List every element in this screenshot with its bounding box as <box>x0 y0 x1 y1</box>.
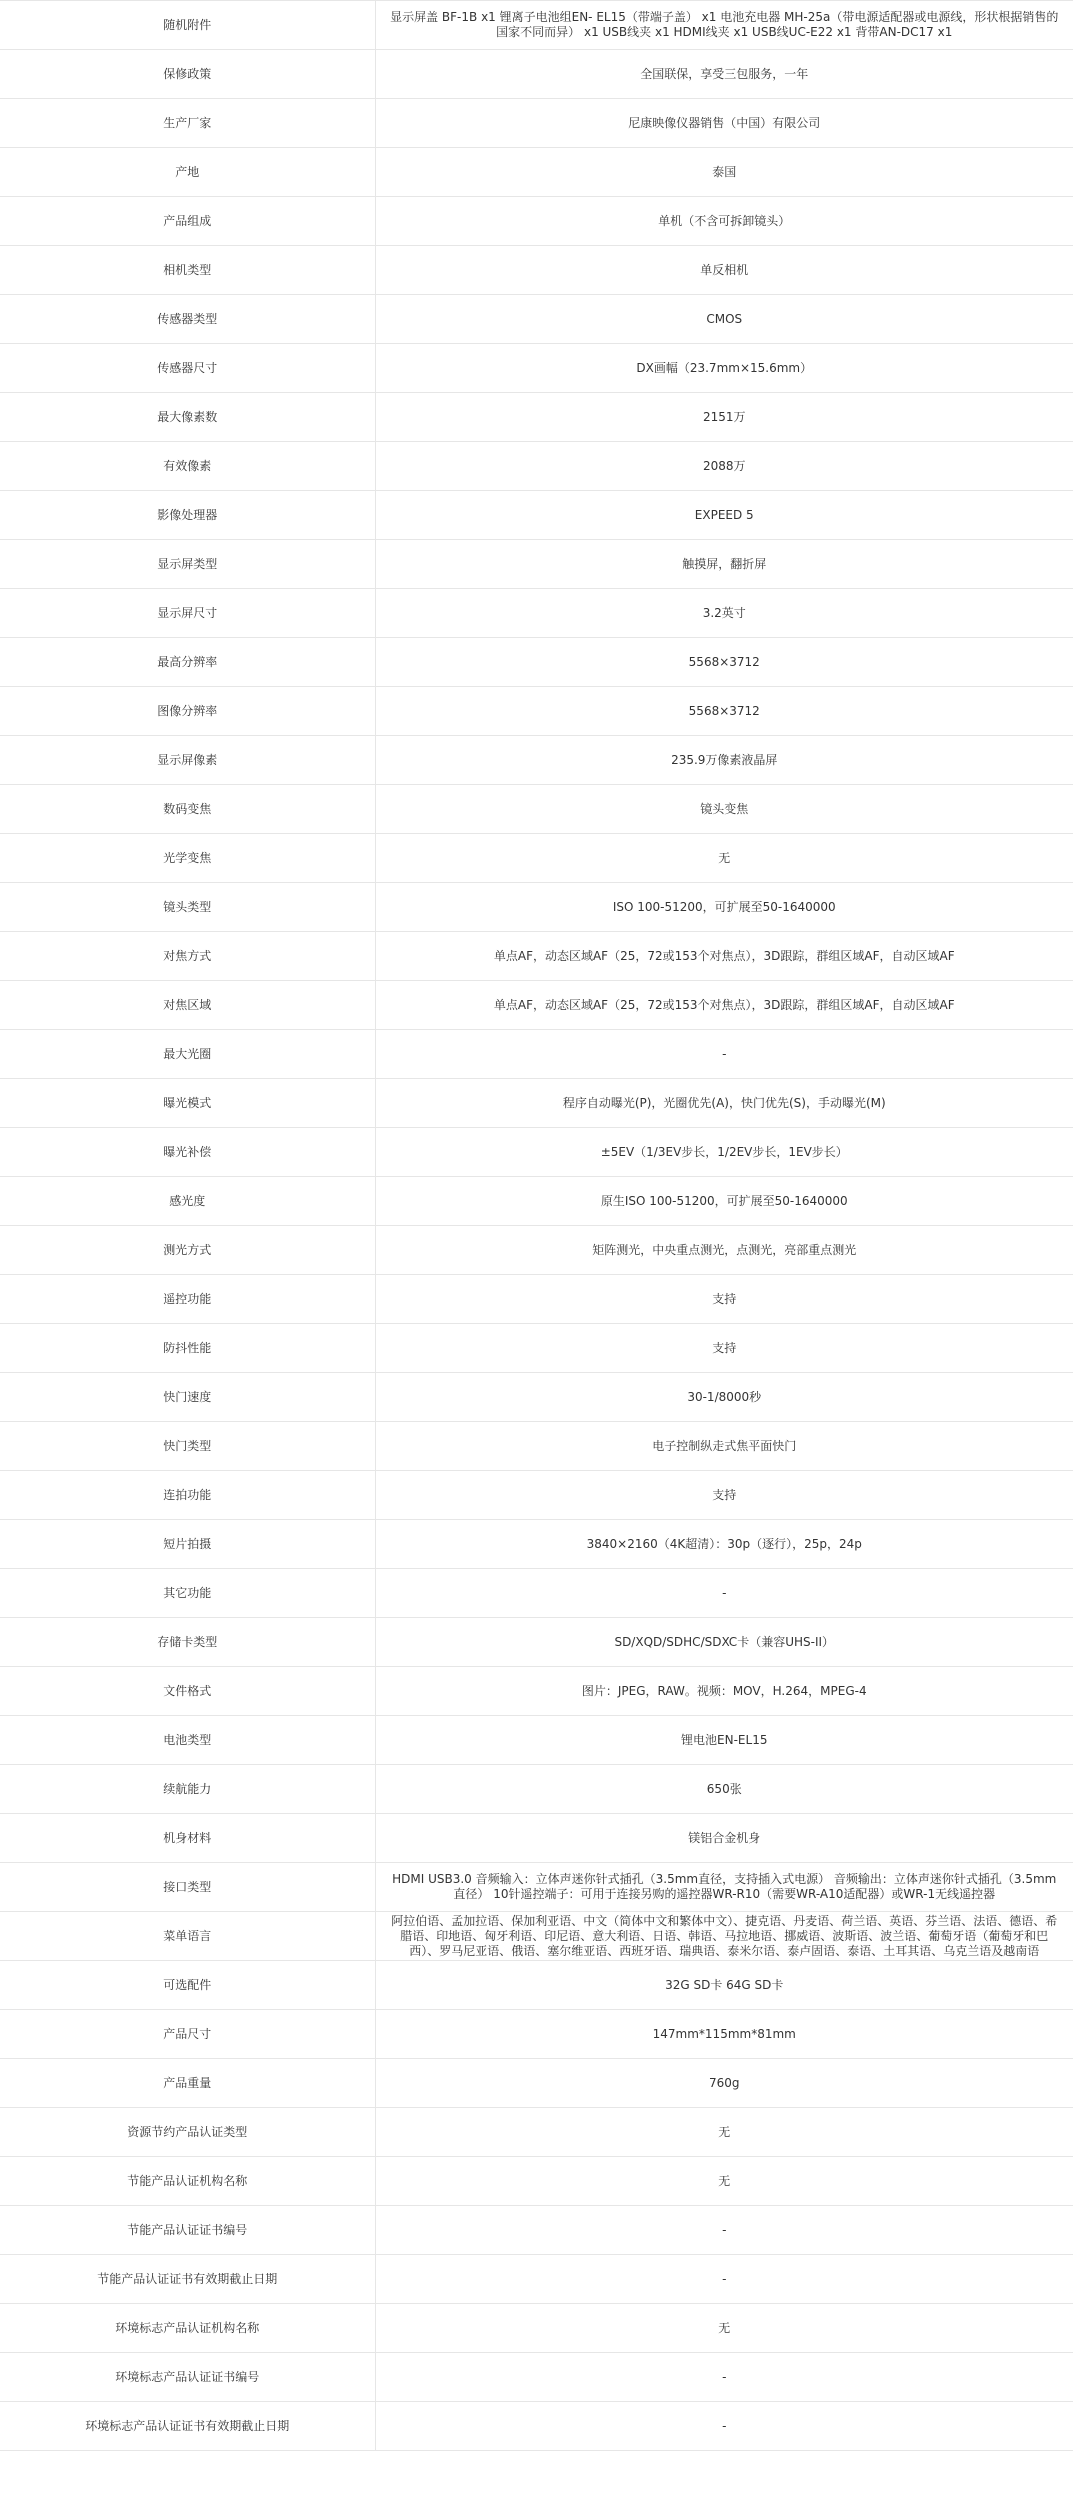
spec-label: 产地 <box>0 148 375 197</box>
spec-label: 续航能力 <box>0 1765 375 1814</box>
spec-value: 全国联保，享受三包服务，一年 <box>375 50 1073 99</box>
table-row <box>0 1226 1073 1275</box>
spec-label: 接口类型 <box>0 1863 375 1912</box>
spec-label: 短片拍摄 <box>0 1520 375 1569</box>
spec-label: 镜头类型 <box>0 883 375 932</box>
spec-value: 650张 <box>375 1765 1073 1814</box>
table-row <box>0 1961 1073 2010</box>
table-row <box>0 1618 1073 1667</box>
table-row <box>0 2402 1073 2451</box>
spec-label: 存储卡类型 <box>0 1618 375 1667</box>
spec-value: - <box>375 1569 1073 1618</box>
spec-value: 单点AF，动态区域AF（25，72或153个对焦点），3D跟踪，群组区域AF，自动区域AF <box>375 932 1073 981</box>
table-row <box>0 2157 1073 2206</box>
spec-value: 泰国 <box>375 148 1073 197</box>
spec-label: 遥控功能 <box>0 1275 375 1324</box>
spec-value: 电子控制纵走式焦平面快门 <box>375 1422 1073 1471</box>
table-row <box>0 589 1073 638</box>
table-row <box>0 2353 1073 2402</box>
table-row <box>0 1814 1073 1863</box>
spec-value: 无 <box>375 2157 1073 2206</box>
table-row <box>0 1324 1073 1373</box>
spec-label: 显示屏像素 <box>0 736 375 785</box>
spec-label: 传感器尺寸 <box>0 344 375 393</box>
spec-label: 产品组成 <box>0 197 375 246</box>
table-row <box>0 687 1073 736</box>
table-row <box>0 2010 1073 2059</box>
table-row <box>0 1471 1073 1520</box>
spec-label: 最大像素数 <box>0 393 375 442</box>
spec-value: 单点AF，动态区域AF（25，72或153个对焦点），3D跟踪，群组区域AF，自动区域AF <box>375 981 1073 1030</box>
spec-label: 对焦区域 <box>0 981 375 1030</box>
spec-label: 快门速度 <box>0 1373 375 1422</box>
spec-label: 最高分辨率 <box>0 638 375 687</box>
spec-value: 触摸屏，翻折屏 <box>375 540 1073 589</box>
spec-value: CMOS <box>375 295 1073 344</box>
spec-value: 235.9万像素液晶屏 <box>375 736 1073 785</box>
table-row <box>0 638 1073 687</box>
table-row <box>0 1912 1073 1961</box>
spec-value: 原生ISO 100-51200，可扩展至50-1640000 <box>375 1177 1073 1226</box>
spec-label: 测光方式 <box>0 1226 375 1275</box>
table-row <box>0 1128 1073 1177</box>
spec-value: 锂电池EN-EL15 <box>375 1716 1073 1765</box>
spec-label: 连拍功能 <box>0 1471 375 1520</box>
table-row <box>0 148 1073 197</box>
spec-label: 最大光圈 <box>0 1030 375 1079</box>
table-row <box>0 2255 1073 2304</box>
spec-value: 程序自动曝光(P)，光圈优先(A)，快门优先(S)，手动曝光(M) <box>375 1079 1073 1128</box>
spec-value: EXPEED 5 <box>375 491 1073 540</box>
spec-label: 相机类型 <box>0 246 375 295</box>
spec-value: 3.2英寸 <box>375 589 1073 638</box>
table-row <box>0 1030 1073 1079</box>
table-row <box>0 1863 1073 1912</box>
spec-label: 环境标志产品认证证书编号 <box>0 2353 375 2402</box>
table-row <box>0 1569 1073 1618</box>
spec-value: SD/XQD/SDHC/SDXC卡（兼容UHS-II） <box>375 1618 1073 1667</box>
spec-value: 镜头变焦 <box>375 785 1073 834</box>
table-row <box>0 1716 1073 1765</box>
spec-value: 支持 <box>375 1275 1073 1324</box>
table-row <box>0 883 1073 932</box>
spec-value: 支持 <box>375 1471 1073 1520</box>
table-row <box>0 2206 1073 2255</box>
spec-value: 尼康映像仪器销售（中国）有限公司 <box>375 99 1073 148</box>
table-row <box>0 393 1073 442</box>
table-row <box>0 1275 1073 1324</box>
spec-label: 节能产品认证证书编号 <box>0 2206 375 2255</box>
spec-value: 2151万 <box>375 393 1073 442</box>
spec-value: 无 <box>375 834 1073 883</box>
spec-label: 光学变焦 <box>0 834 375 883</box>
spec-value: 2088万 <box>375 442 1073 491</box>
table-row <box>0 197 1073 246</box>
spec-label: 感光度 <box>0 1177 375 1226</box>
table-row <box>0 981 1073 1030</box>
spec-label: 影像处理器 <box>0 491 375 540</box>
table-row <box>0 1765 1073 1814</box>
spec-label: 菜单语言 <box>0 1912 375 1961</box>
spec-label: 生产厂家 <box>0 99 375 148</box>
table-row <box>0 1373 1073 1422</box>
spec-label: 文件格式 <box>0 1667 375 1716</box>
table-row <box>0 99 1073 148</box>
spec-label: 显示屏类型 <box>0 540 375 589</box>
spec-value: ±5EV（1/3EV步长，1/2EV步长，1EV步长） <box>375 1128 1073 1177</box>
table-row <box>0 1177 1073 1226</box>
spec-table-body <box>0 1 1073 2451</box>
spec-value: HDMI USB3.0 音频输入：立体声迷你针式插孔（3.5mm直径，支持插入式电源） 音频输出：立体声迷你针式插孔（3.5mm直径） 10针遥控端子：可用于连接另购的遥控器WR-R10（需要WR-A10适配器）或WR-1无线遥控器 <box>375 1863 1073 1912</box>
spec-value: 单反相机 <box>375 246 1073 295</box>
spec-label: 快门类型 <box>0 1422 375 1471</box>
spec-value: - <box>375 2353 1073 2402</box>
spec-label: 有效像素 <box>0 442 375 491</box>
table-row <box>0 295 1073 344</box>
table-row <box>0 1520 1073 1569</box>
spec-label: 对焦方式 <box>0 932 375 981</box>
spec-value: 镁铝合金机身 <box>375 1814 1073 1863</box>
spec-value: 147mm*115mm*81mm <box>375 2010 1073 2059</box>
spec-label: 环境标志产品认证机构名称 <box>0 2304 375 2353</box>
table-row <box>0 1079 1073 1128</box>
spec-value: 5568×3712 <box>375 687 1073 736</box>
spec-value: - <box>375 2255 1073 2304</box>
spec-label: 节能产品认证证书有效期截止日期 <box>0 2255 375 2304</box>
spec-label: 曝光补偿 <box>0 1128 375 1177</box>
spec-label: 其它功能 <box>0 1569 375 1618</box>
table-row <box>0 491 1073 540</box>
spec-label: 资源节约产品认证类型 <box>0 2108 375 2157</box>
table-row <box>0 50 1073 99</box>
spec-label: 防抖性能 <box>0 1324 375 1373</box>
table-row <box>0 1422 1073 1471</box>
spec-label: 随机附件 <box>0 1 375 50</box>
spec-value: 5568×3712 <box>375 638 1073 687</box>
table-row <box>0 785 1073 834</box>
spec-label: 可选配件 <box>0 1961 375 2010</box>
spec-label: 数码变焦 <box>0 785 375 834</box>
spec-value: 32G SD卡 64G SD卡 <box>375 1961 1073 2010</box>
spec-label: 电池类型 <box>0 1716 375 1765</box>
spec-value: 显示屏盖 BF-1B x1 锂离子电池组EN- EL15（带端子盖） x1 电池充电器 MH-25a（带电源适配器或电源线，形状根据销售的国家不同而异） x1 USB线夹 x1 HDMI线夹 x1 USB线UC-E22 x1 背带AN-DC17 x1 <box>375 1 1073 50</box>
spec-label: 曝光模式 <box>0 1079 375 1128</box>
table-row <box>0 344 1073 393</box>
spec-value: 矩阵测光，中央重点测光，点测光，亮部重点测光 <box>375 1226 1073 1275</box>
table-row <box>0 2304 1073 2353</box>
table-row <box>0 834 1073 883</box>
table-row <box>0 2059 1073 2108</box>
spec-value: 阿拉伯语、孟加拉语、保加利亚语、中文（简体中文和繁体中文）、捷克语、丹麦语、荷兰语、英语、芬兰语、法语、德语、希腊语、印地语、匈牙利语、印尼语、意大利语、日语、韩语、马拉地语、挪威语、波斯语、波兰语、葡萄牙语（葡萄牙和巴西）、罗马尼亚语、俄语、塞尔维亚语、西班牙语、瑞典语、泰米尔语、泰卢固语、泰语、土耳其语、乌克兰语及越南语 <box>375 1912 1073 1961</box>
table-row <box>0 932 1073 981</box>
spec-value: 图片：JPEG，RAW。视频：MOV，H.264，MPEG-4 <box>375 1667 1073 1716</box>
spec-value: - <box>375 1030 1073 1079</box>
spec-label: 机身材料 <box>0 1814 375 1863</box>
spec-value: 30-1/8000秒 <box>375 1373 1073 1422</box>
spec-value: 3840×2160（4K超清）：30p（逐行），25p，24p <box>375 1520 1073 1569</box>
spec-value: 无 <box>375 2304 1073 2353</box>
table-row <box>0 246 1073 295</box>
spec-label: 产品重量 <box>0 2059 375 2108</box>
spec-value: DX画幅（23.7mm×15.6mm） <box>375 344 1073 393</box>
spec-value: 单机（不含可拆卸镜头） <box>375 197 1073 246</box>
spec-value: - <box>375 2402 1073 2451</box>
spec-label: 图像分辨率 <box>0 687 375 736</box>
spec-value: ISO 100-51200，可扩展至50-1640000 <box>375 883 1073 932</box>
spec-value: 支持 <box>375 1324 1073 1373</box>
spec-label: 节能产品认证机构名称 <box>0 2157 375 2206</box>
table-row <box>0 1 1073 50</box>
spec-label: 显示屏尺寸 <box>0 589 375 638</box>
table-row <box>0 736 1073 785</box>
table-row <box>0 540 1073 589</box>
table-row <box>0 2108 1073 2157</box>
table-row <box>0 1667 1073 1716</box>
spec-label: 保修政策 <box>0 50 375 99</box>
spec-value: - <box>375 2206 1073 2255</box>
spec-label: 环境标志产品认证证书有效期截止日期 <box>0 2402 375 2451</box>
spec-value: 无 <box>375 2108 1073 2157</box>
spec-label: 传感器类型 <box>0 295 375 344</box>
spec-label: 产品尺寸 <box>0 2010 375 2059</box>
spec-value: 760g <box>375 2059 1073 2108</box>
table-row <box>0 442 1073 491</box>
